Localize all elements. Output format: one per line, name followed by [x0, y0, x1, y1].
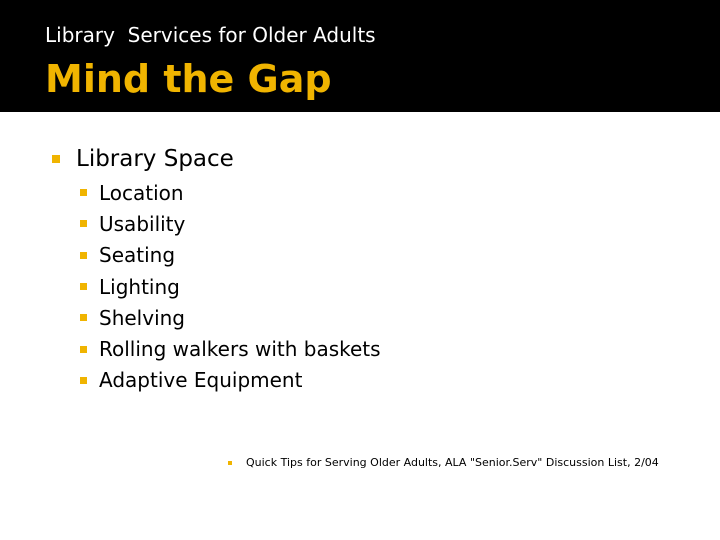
sub-bullet-label: Shelving [99, 305, 185, 330]
square-bullet-icon [80, 189, 87, 196]
bullet-heading-label: Library Space [76, 146, 234, 172]
sub-bullet-label: Location [99, 180, 184, 205]
sub-bullet-item [80, 271, 381, 302]
sub-bullet-item [80, 208, 381, 239]
sub-bullet-item [80, 333, 381, 364]
slide-supertitle: Library Services for Older Adults [45, 23, 376, 47]
bullet-library-space [52, 144, 234, 174]
square-bullet-icon [80, 220, 87, 227]
citation-note [228, 456, 659, 469]
citation-text: Quick Tips for Serving Older Adults, ALA "Senior.Serv" Discussion List, 2/04 [246, 456, 659, 469]
sub-bullet-item [80, 302, 381, 333]
square-bullet-icon [80, 252, 87, 259]
sub-bullet-item [80, 365, 381, 396]
sub-bullet-label: Seating [99, 243, 176, 268]
sub-bullet-item [80, 177, 381, 208]
sub-bullet-list [80, 177, 381, 396]
square-bullet-icon [80, 314, 87, 321]
sub-bullet-label: Adaptive Equipment [99, 368, 303, 393]
square-bullet-icon [80, 283, 87, 290]
slide-title: Mind the Gap [45, 57, 332, 101]
sub-bullet-item [80, 240, 381, 271]
square-bullet-icon [80, 377, 87, 384]
square-bullet-icon [80, 346, 87, 353]
square-bullet-icon [228, 461, 232, 465]
sub-bullet-label: Usability [99, 211, 186, 236]
sub-bullet-label: Lighting [99, 274, 180, 299]
sub-bullet-label: Rolling walkers with baskets [99, 337, 381, 362]
square-bullet-icon [52, 155, 60, 163]
